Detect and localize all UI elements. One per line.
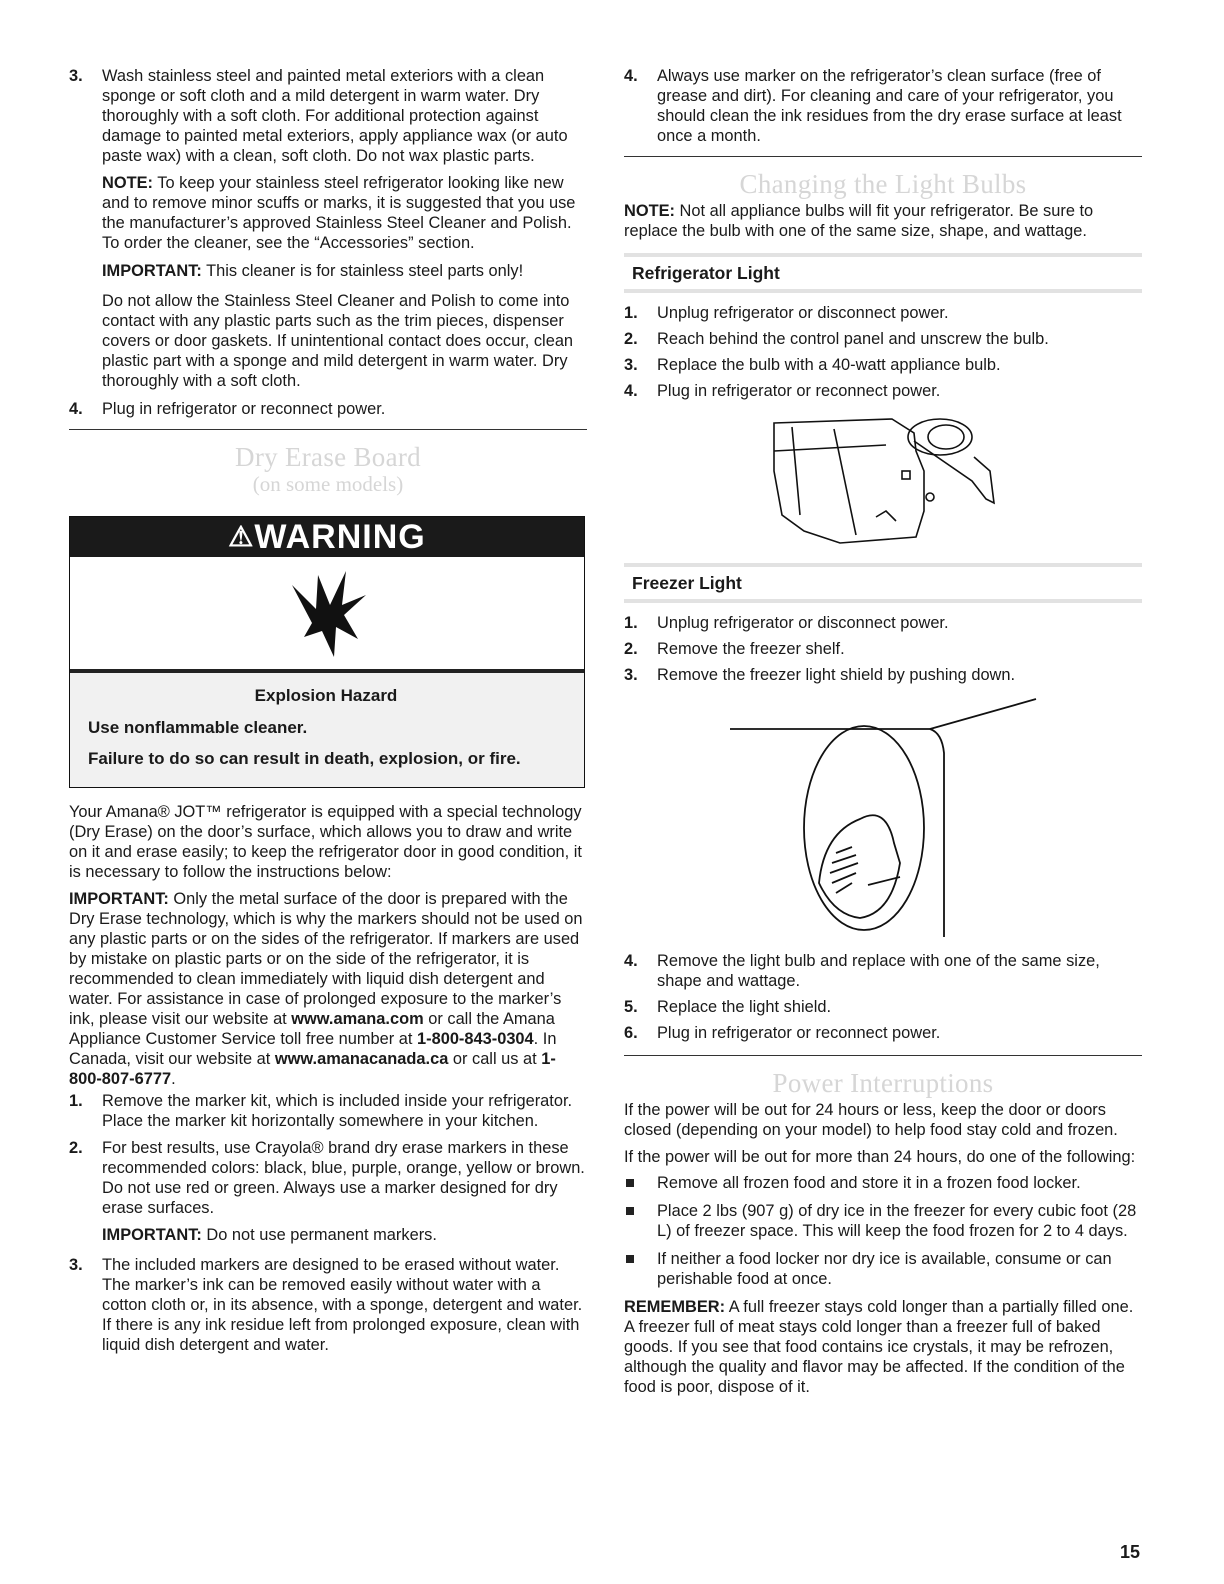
bullet-square-icon (624, 1201, 657, 1241)
refrigerator-light-steps (624, 303, 1142, 401)
warning-triangle-icon: ⚠ (228, 521, 255, 552)
warning-header: ⚠WARNING (70, 517, 584, 557)
warning-line-2: Failure to do so can result in death, explosion, or fire. (88, 749, 521, 768)
stainless-note: NOTE: To keep your stainless steel refrigerator looking like new and to remove minor scuffs or marks, it is suggested that you use the manufacturer’s approved Stainless Steel Cleaner and Polish. To order the cleaner, see the “Accessories” section. (102, 174, 576, 252)
refrigerator-light-heading: Refrigerator Light (624, 253, 1142, 293)
bullet-square-icon (624, 1249, 657, 1289)
list-item: Remove all frozen food and store it in a frozen food locker. (624, 1173, 1142, 1193)
section-divider (624, 1055, 1142, 1056)
section-divider (624, 156, 1142, 157)
amana-canada-link[interactable]: www.amanacanada.ca (274, 1050, 449, 1068)
list-item: 6. Plug in refrigerator or reconnect power. (624, 1024, 941, 1042)
dry-erase-title: Dry Erase Board (235, 442, 421, 472)
list-item: 4. Plug in refrigerator or reconnect power. (624, 382, 941, 400)
cleaning-step-4: 4. Plug in refrigerator or reconnect power. (69, 400, 386, 418)
list-item: 3. Replace the bulb with a 40-watt appliance bulb. (624, 356, 1001, 374)
list-item: Place 2 lbs (907 g) of dry ice in the freezer for every cubic foot (28 L) of freezer space. This will keep the food frozen for 2 to 4 days. (624, 1201, 1142, 1241)
list-item: 3. Remove the freezer light shield by pushing down. (624, 666, 1016, 684)
dry-erase-step-4: 4. Always use marker on the refrigerator’s clean surface (free of grease and dirt). For cleaning and care of your refrigerator, you should clean the ink residues from the dry erase surface at least once a month. (624, 67, 1122, 145)
amana-link[interactable]: www.amana.com (291, 1010, 424, 1028)
power-paragraph-1: If the power will be out for 24 hours or less, keep the door or doors closed (depending on your model) to help food stay cold and frozen. (624, 1101, 1118, 1139)
light-bulbs-title: Changing the Light Bulbs (739, 169, 1027, 199)
freezer-light-steps-continued (624, 951, 1142, 1043)
page-number: 15 (1120, 1542, 1141, 1562)
control-panel-illustration (624, 411, 1142, 551)
dry-erase-step: 1. Remove the marker kit, which is included inside your refrigerator. Place the marker kit horizontally somewhere in your kitchen. (69, 1092, 573, 1130)
dry-erase-subtitle: (on some models) (252, 472, 404, 496)
list-item: 4. Remove the light bulb and replace with one of the same size, shape and wattage. (624, 952, 1100, 990)
list-item: 5. Replace the light shield. (624, 998, 832, 1016)
power-bullets (624, 1173, 1142, 1289)
warning-body (70, 673, 584, 787)
freezer-light-steps (624, 613, 1142, 685)
list-item: 2. Reach behind the control panel and unscrew the bulb. (624, 330, 1049, 348)
explosion-pictogram (70, 557, 584, 673)
dry-erase-important: IMPORTANT: Only the metal surface of the door is prepared with the Dry Erase technology, which is why the markers should not be used on any plastic parts or on the sides of the refrigerator. If markers are used by mistake on plastic parts or on the side of the refrigerator, it is recommended to clean immediately with liquid dish detergent and water. For assistance in case of prolonged exposure to the marker’s ink, please visit our website at www.amana.com or call the Amana Appliance Customer Service toll free number at 1-800-843-0304. In Canada, visit our website at www.amanacanada.ca or call us at 1-800-807-6777. (69, 890, 583, 1088)
list-item: 1. Unplug refrigerator or disconnect power. (624, 304, 949, 322)
list-item: 1. Unplug refrigerator or disconnect power. (624, 614, 949, 632)
explosion-icon (282, 565, 372, 661)
cleaning-step-3: 3. Wash stainless steel and painted metal exteriors with a clean sponge or soft cloth and a mild detergent in warm water. Dry thoroughly with a soft cloth. For additional protection against damage to painted metal exteriors, apply appliance wax (or auto paste wax) with a clean, soft cloth. Do not wax plastic parts. (69, 67, 568, 165)
warning-line-1: Use nonflammable cleaner. (88, 718, 308, 737)
section-divider (69, 429, 587, 430)
power-paragraph-2: If the power will be out for more than 24 hours, do one of the following: (624, 1148, 1136, 1166)
dry-erase-step: 2. For best results, use Crayola® brand dry erase markers in these recommended colors: black, blue, purple, orange, yellow or brown. Do not use red or green. Always use a marker designed for dry erase surfaces. (69, 1139, 585, 1217)
dry-erase-step: 3. The included markers are designed to be erased without water. The marker’s ink can be removed easily without water with a cotton cloth or, in its absence, with a sponge, detergent and water. If there is any ink residue left from prolonged exposure, clean with liquid dish detergent and water. (69, 1256, 583, 1354)
remember-paragraph: REMEMBER: A full freezer stays cold longer than a partially filled one. A freezer full of meat stays cold longer than a freezer full of baked goods. If you see that food contains ice crystals, it may be refrozen, although the quality and flavor may be affected. If the condition of the food is poor, dispose of it. (624, 1298, 1134, 1396)
marker-important: IMPORTANT: Do not use permanent markers. (102, 1226, 437, 1244)
dry-erase-intro: Your Amana® JOT™ refrigerator is equipped with a special technology (Dry Erase) on the door’s surface, which allows you to draw and write on it and erase easily; to keep the refrigerator door in good condition, it is necessary to follow the instructions below: (69, 803, 582, 881)
freezer-shield-illustration (624, 693, 1142, 943)
list-item: 2. Remove the freezer shelf. (624, 640, 845, 658)
stainless-contact-text: Do not allow the Stainless Steel Cleaner and Polish to come into contact with any plastic parts such as the trim pieces, dispenser covers or door gaskets. If unintentional contact does occur, clean plastic part with a sponge and mild detergent in warm water. Dry thoroughly with a soft cloth. (102, 292, 574, 390)
right-column (624, 66, 1142, 1397)
bullet-square-icon (624, 1173, 657, 1193)
warning-box (69, 516, 585, 788)
left-column (69, 66, 587, 1355)
warning-hazard: Explosion Hazard (254, 686, 398, 705)
power-interruptions-title: Power Interruptions (772, 1068, 994, 1098)
stainless-important: IMPORTANT: This cleaner is for stainless steel parts only! (102, 262, 524, 280)
bulbs-note: NOTE: Not all appliance bulbs will fit your refrigerator. Be sure to replace the bulb with one of the same size, shape, and wattage. (624, 202, 1094, 240)
list-item: If neither a food locker nor dry ice is available, consume or can perishable food at once. (624, 1249, 1142, 1289)
freezer-light-heading: Freezer Light (624, 563, 1142, 603)
